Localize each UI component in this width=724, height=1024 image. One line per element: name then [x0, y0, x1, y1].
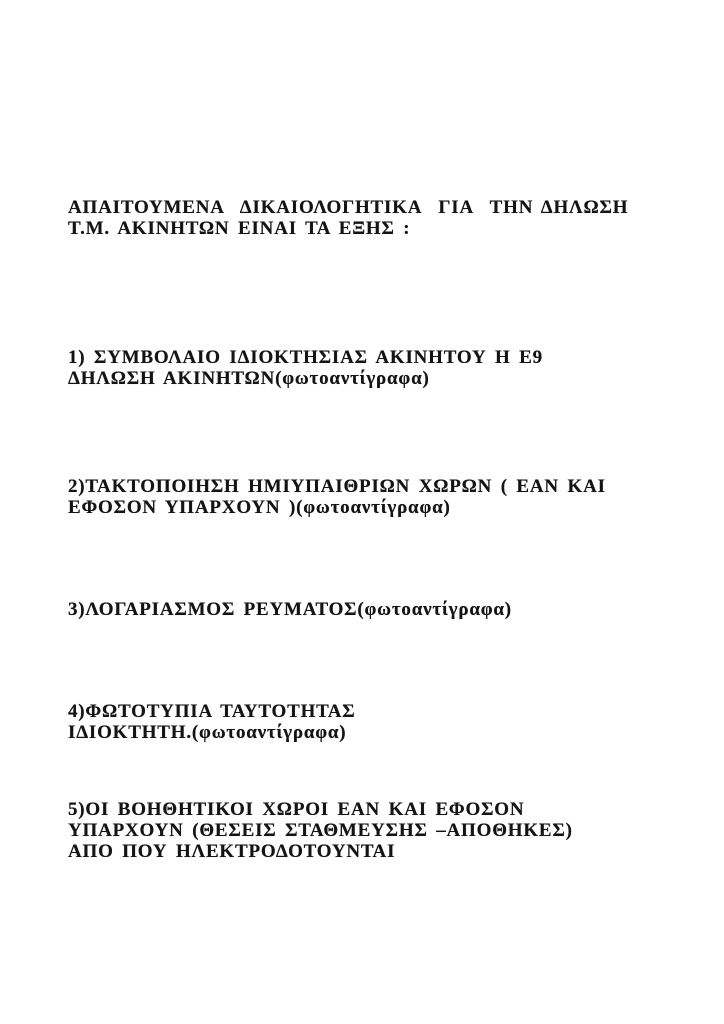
title-line-1: ΑΠΑΙΤΟΥΜΕΝΑ ΔΙΚΑΙΟΛΟΓΗΤΙΚΑ ΓΙΑ ΤΗΝ ΔΗΛΩΣΗ	[68, 197, 629, 218]
item-1-line-2: ΔΗΛΩΣΗ ΑΚΙΝΗΤΩΝ(φωτοαντίγραφα)	[68, 368, 430, 389]
list-item-5	[68, 799, 668, 862]
list-item-4	[68, 701, 668, 743]
item-2-line-1: 2)ΤΑΚΤΟΠΟΙΗΣΗ ΗΜΙΥΠΑΙΘΡΙΩΝ ΧΩΡΩΝ ( ΕΑΝ ΚΑΙ	[68, 476, 606, 497]
document-title	[68, 197, 668, 239]
list-item-2	[68, 476, 668, 518]
item-5-line-3: ΑΠΟ ΠΟΥ ΗΛΕΚΤΡΟΔΟΤΟΥΝΤΑΙ	[68, 841, 396, 862]
item-4-line-2: ΙΔΙΟΚΤΗΤΗ.(φωτοαντίγραφα)	[68, 722, 347, 743]
title-line-2: Τ.Μ. ΑΚΙΝΗΤΩΝ ΕΙΝΑΙ ΤΑ ΕΞΗΣ :	[68, 218, 411, 239]
item-5-line-1: 5)ΟΙ ΒΟΗΘΗΤΙΚΟΙ ΧΩΡΟΙ ΕΑΝ ΚΑΙ ΕΦΟΣΟΝ	[68, 799, 525, 820]
item-1-line-1: 1) ΣΥΜΒΟΛΑΙΟ ΙΔΙΟΚΤΗΣΙΑΣ ΑΚΙΝΗΤΟΥ Η Ε9	[68, 347, 543, 368]
list-item-3	[68, 599, 668, 620]
item-3-line-1: 3)ΛΟΓΑΡΙΑΣΜΟΣ ΡΕΥΜΑΤΟΣ(φωτοαντίγραφα)	[68, 599, 512, 620]
item-2-line-2: ΕΦΟΣΟΝ ΥΠΑΡΧΟΥΝ )(φωτοαντίγραφα)	[68, 497, 451, 518]
item-5-line-2: ΥΠΑΡΧΟΥΝ (ΘΕΣΕΙΣ ΣΤΑΘΜΕΥΣΗΣ –ΑΠΟΘΗΚΕΣ)	[68, 820, 573, 841]
list-item-1	[68, 347, 668, 389]
item-4-line-1: 4)ΦΩΤΟΤΥΠΙΑ ΤΑΥΤΟΤΗΤΑΣ	[68, 701, 356, 722]
